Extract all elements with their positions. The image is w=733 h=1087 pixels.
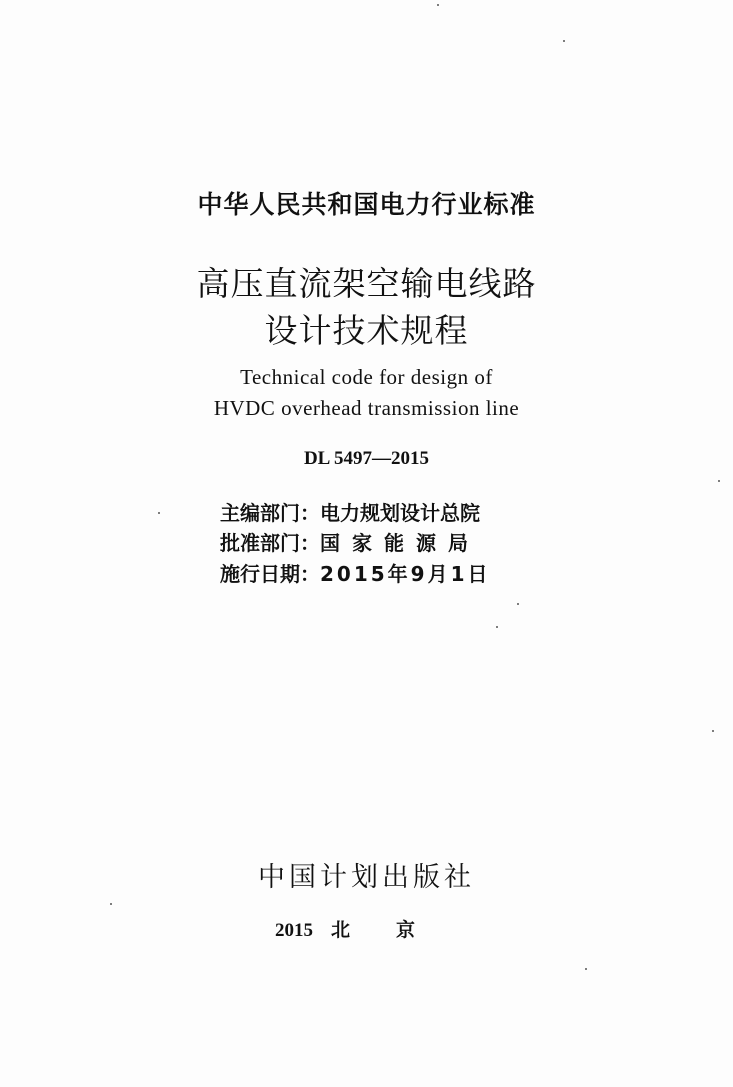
scan-speck [718, 480, 720, 482]
imprint-year: 2015 [275, 920, 313, 941]
english-title-line1: Technical code for design of [240, 365, 493, 389]
effective-date-label: 施行日期： [220, 562, 320, 586]
scan-speck [437, 4, 439, 6]
scan-speck [585, 968, 587, 970]
approver-department-row [220, 527, 480, 556]
industry-standard-heading: 中华人民共和国电力行业标准 [197, 190, 536, 219]
effective-date-row [220, 558, 491, 587]
document-title-line1: 高压直流架空输电线路 [196, 264, 537, 303]
editor-department-row [220, 497, 480, 526]
publisher-name: 中国计划出版社 [258, 862, 475, 893]
scan-speck [158, 512, 160, 514]
imprint-line [275, 915, 415, 942]
editor-department-value: 电力规划设计总院 [320, 501, 480, 525]
editor-department-label: 主编部门： [220, 501, 320, 525]
effective-date-value: 2015年9月1日 [320, 562, 491, 586]
scan-speck [517, 603, 519, 605]
scan-speck [110, 903, 112, 905]
scan-speck [712, 730, 714, 732]
imprint-city-char2: 京 [396, 919, 416, 941]
scan-speck [496, 626, 498, 628]
document-title-line2: 设计技术规程 [264, 311, 469, 350]
approver-department-value: 国家能源局 [320, 531, 480, 555]
standard-code: DL 5497—2015 [303, 448, 430, 469]
approver-department-label: 批准部门： [220, 531, 320, 555]
scan-speck [563, 40, 565, 42]
imprint-city-char1: 北 [331, 919, 351, 941]
english-title-line2: HVDC overhead transmission line [213, 396, 520, 420]
